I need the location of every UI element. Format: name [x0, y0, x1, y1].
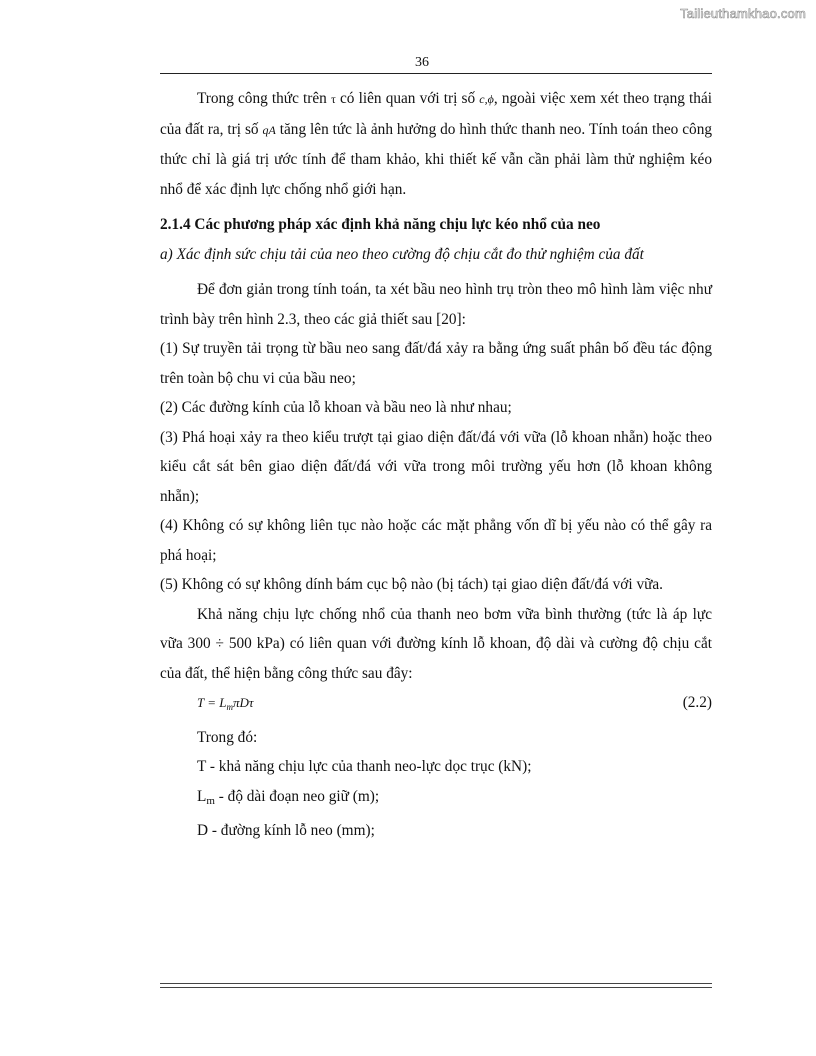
text-run: L [197, 787, 207, 805]
definition-d: D - đường kính lỗ neo (mm); [197, 822, 375, 839]
text-run: tăng lên tức là ảnh hưởng do hình thức thanh neo. Tính toán theo công thức chỉ là giá trị ước tính để tham khảo, khi thiết kế vẫn cần phải làm thử nghiệm kéo nhổ để xác định lực chống nhổ giới hạn. [160, 120, 712, 198]
assumption-2: (2) Các đường kính của lỗ khoan và bầu neo là như nhau; [160, 399, 512, 416]
header-rule [160, 73, 712, 74]
formula-number: (2.2) [682, 694, 712, 711]
assumption-4: (4) Không có sự không liên tục nào hoặc các mặt phẳng vốn dĩ bị yếu nào có thể gây ra phá hoại; [160, 517, 712, 564]
text-run: , ngoài việc xem xét theo trạng thái của đất ra, trị số [160, 90, 712, 138]
footer-rule-double [160, 987, 712, 988]
assumption-3: (3) Phá hoại xảy ra theo kiểu trượt tại giao diện đất/đá với vữa (lỗ khoan nhẵn) hoặc theo kiểu cắt sát bên giao diện đất/đá với vữa trong môi trường yếu hơn (lỗ khoan không nhẵn); [160, 428, 712, 505]
formula-subscript: m [226, 702, 233, 712]
text-run: Trong công thức trên [197, 90, 331, 107]
page-content [160, 84, 712, 846]
subscript: m [206, 794, 215, 807]
paragraph-capacity: Khả năng chịu lực chống nhổ của thanh neo bơm vữa bình thường (tức là áp lực vữa 300 ÷ 500 kPa) có liên quan với đường kính lỗ khoan, độ dài và cường độ chịu cắt của đất, thể hiện bằng công thức sau đây: [160, 605, 712, 682]
formula-lhs: T = L [197, 695, 227, 710]
c-phi-symbol: c,ϕ [479, 92, 494, 106]
assumption-1: (1) Sự truyền tải trọng từ bầu neo sang đất/đá xảy ra bằng ứng suất phân bố đều tác động trên toàn bộ chu vi của bầu neo; [160, 340, 712, 387]
assumption-5: (5) Không có sự không dính bám cục bộ nào (bị tách) tại giao diện đất/đá với vữa. [160, 576, 663, 593]
section-heading: 2.1.4 Các phương pháp xác định khả năng chịu lực kéo nhổ của neo [160, 216, 601, 233]
formula-expression [160, 688, 254, 723]
subsection-heading: a) Xác định sức chịu tải của neo theo cường độ chịu cắt đo thử nghiệm của đất [160, 245, 644, 263]
definition-t: T - khả năng chịu lực của thanh neo-lực dọc trục (kN); [197, 758, 532, 775]
text-run: - độ dài đoạn neo giữ (m); [214, 787, 380, 805]
tau-symbol: τ [331, 92, 336, 106]
text-run: có liên quan với trị số [335, 90, 480, 107]
paragraph-assumptions-intro: Để đơn giản trong tính toán, ta xét bầu neo hình trụ tròn theo mô hình làm việc như trình bày trên hình 2.3, theo các giả thiết sau [20]: [160, 281, 712, 328]
watermark: Tailieuthamkhao.com [680, 6, 806, 21]
qa-symbol: qA [262, 122, 276, 137]
footer-rule [160, 983, 712, 984]
definition-lm [160, 782, 712, 817]
formula-rhs: πDτ [233, 695, 254, 710]
paragraph-intro [160, 84, 712, 204]
formula-2-2 [160, 688, 712, 723]
where-label: Trong đó: [197, 728, 258, 746]
page-number: 36 [415, 55, 429, 70]
